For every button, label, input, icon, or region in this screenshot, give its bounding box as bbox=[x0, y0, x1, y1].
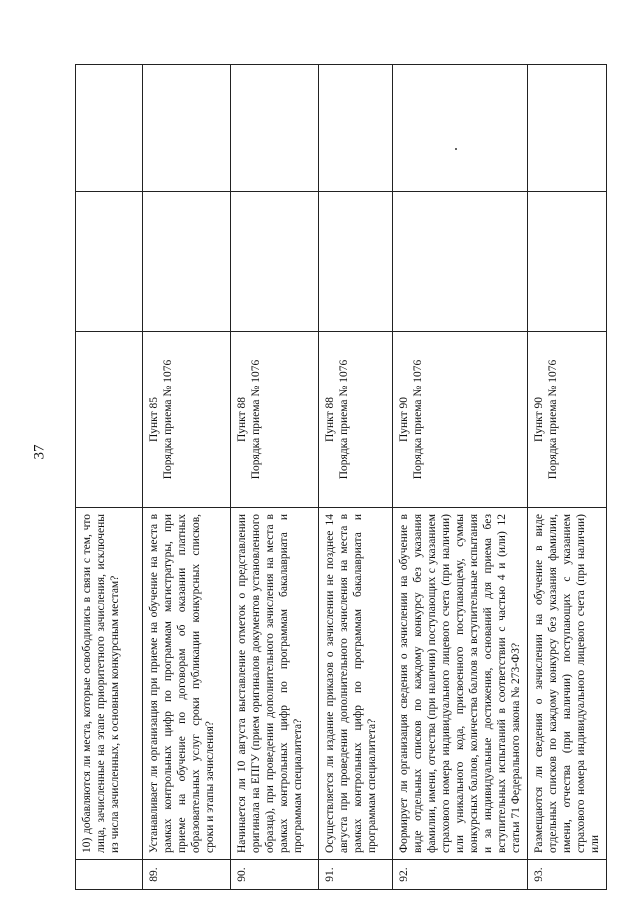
legal-reference bbox=[393, 332, 528, 508]
question-text: Размещаются ли сведения о зачислении на обучение в виде отдельных списков по каждому конкурсу без указания фамилии, имени, отчества (при наличии) поступающих с указанием страхового номера индивидуального лицевого счета (при наличии) или bbox=[528, 508, 607, 860]
table-row bbox=[231, 65, 319, 890]
table-row bbox=[393, 65, 528, 890]
item-number: 90. bbox=[231, 860, 319, 890]
notes-cell bbox=[528, 65, 607, 192]
reference-point: Пункт 85 bbox=[148, 396, 160, 443]
checklist-table bbox=[75, 64, 607, 890]
question-text: 10) добавляются ли места, которые освободились в связи с тем, что лица, зачисленные на этапе приоритетного зачисления, исключены из числа зачисленных, к основным конкурсным местам? bbox=[76, 508, 143, 860]
reference-document: Порядка приема № 1076 bbox=[250, 359, 263, 480]
item-number: 91. bbox=[319, 860, 393, 890]
item-number: 93. bbox=[528, 860, 607, 890]
answer-cell bbox=[143, 192, 231, 332]
notes-cell bbox=[143, 65, 231, 192]
legal-reference bbox=[319, 332, 393, 508]
question-text: Начинается ли 10 августа выставление отметок о представлении оригинала на ЕПГУ (прием оригиналов документов установленного образца), при проведении дополнительного зачисления на места в рамках контрольных цифр по программам бакалавриата и программам специалитета? bbox=[231, 508, 319, 860]
reference-point: Пункт 88 bbox=[236, 396, 248, 443]
table-row bbox=[319, 65, 393, 890]
legal-reference bbox=[143, 332, 231, 508]
item-number bbox=[76, 860, 143, 890]
question-text: Осуществляется ли издание приказов о зачислении не позднее 14 августа при проведении дополнительного зачисления на места в рамках контрольных цифр по программам бакалавриата и программам специалитета? bbox=[319, 508, 393, 860]
answer-cell bbox=[528, 192, 607, 332]
answer-cell bbox=[76, 192, 143, 332]
reference-point: Пункт 90 bbox=[398, 396, 410, 443]
table-row bbox=[76, 65, 143, 890]
reference-document: Порядка приема № 1076 bbox=[547, 359, 560, 480]
reference-document: Порядка приема № 1076 bbox=[162, 359, 175, 480]
scan-speck bbox=[455, 148, 457, 150]
notes-cell bbox=[76, 65, 143, 192]
table-row bbox=[528, 65, 607, 890]
answer-cell bbox=[319, 192, 393, 332]
question-text: Формирует ли организация сведения о зачислении на обучение в виде отдельных списков по каждому конкурсу без указания фамилии, имени, отчества (при наличии) поступающих с указанием страхового номера индивидуального лицевого счета (при наличии) или уникального кода, присвоенного поступающему, суммы конкурсных баллов, количества баллов за вступительные испытания и за индивидуальные достижения, оснований для приема без вступительных испытаний в соответствии с частью 4 и (или) 12 статьи 71 Федерального закона № 273-ФЗ? bbox=[393, 508, 528, 860]
question-text: Устанавливает ли организация при приеме на обучение на места в рамках контрольных цифр по программам магистратуры, при приеме на обучение по договорам об оказании платных образовательных услуг сроки публикации конкурсных списков, сроки и этапы зачисления? bbox=[143, 508, 231, 860]
notes-cell bbox=[393, 65, 528, 192]
table-row bbox=[143, 65, 231, 890]
legal-reference bbox=[528, 332, 607, 508]
page-number: 37 bbox=[31, 444, 48, 460]
legal-reference bbox=[231, 332, 319, 508]
rotated-page-content bbox=[75, 65, 602, 890]
notes-cell bbox=[231, 65, 319, 192]
reference-point: Пункт 90 bbox=[533, 396, 546, 443]
item-number: 89. bbox=[143, 860, 231, 890]
reference-document: Порядка приема № 1076 bbox=[338, 359, 351, 480]
reference-document: Порядка приема № 1076 bbox=[412, 359, 425, 480]
answer-cell bbox=[231, 192, 319, 332]
legal-reference bbox=[76, 332, 143, 508]
answer-cell bbox=[393, 192, 528, 332]
reference-point: Пункт 88 bbox=[324, 396, 336, 443]
item-number: 92. bbox=[393, 860, 528, 890]
notes-cell bbox=[319, 65, 393, 192]
